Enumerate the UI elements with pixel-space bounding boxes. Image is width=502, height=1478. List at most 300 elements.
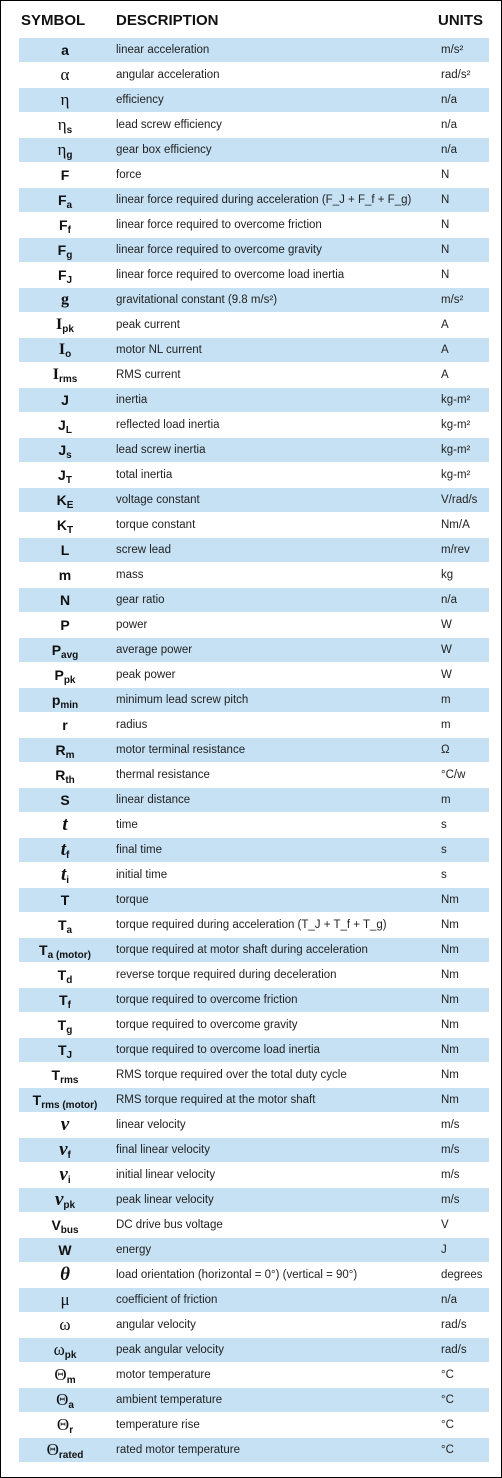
table-row [19, 788, 489, 813]
row-description: energy [116, 1244, 152, 1256]
row-symbol [19, 38, 111, 62]
symbol-subscript: a [66, 200, 73, 211]
row-units: °C [441, 1444, 454, 1456]
row-units: s [441, 869, 447, 881]
row-description: lead screw efficiency [116, 119, 222, 131]
row-description: linear acceleration [116, 44, 210, 56]
row-units: m [441, 719, 451, 731]
row-symbol [19, 413, 111, 437]
row-symbol [19, 1363, 111, 1387]
table-row [19, 738, 489, 763]
table-row [19, 313, 489, 338]
row-symbol [19, 1038, 111, 1062]
symbol-subscript: pk [62, 324, 74, 335]
table-row [19, 88, 489, 113]
row-units: n/a [441, 1294, 457, 1306]
symbol-subscript: i [67, 1175, 71, 1186]
table-row [19, 1438, 489, 1463]
row-units: °C [441, 1394, 454, 1406]
table-row [19, 63, 489, 88]
row-units: m/s [441, 1194, 460, 1206]
table-row [19, 838, 489, 863]
symbol-subscript: pk [63, 1200, 76, 1211]
row-symbol [19, 1438, 111, 1462]
table-row [19, 38, 489, 63]
symbol-main: Θ [54, 1365, 67, 1384]
table-row [19, 1063, 489, 1088]
row-units: m/s² [441, 294, 464, 306]
table-row [19, 213, 489, 238]
row-description: motor NL current [116, 344, 202, 356]
row-units: m/s² [441, 44, 464, 56]
row-units: m/rev [441, 544, 470, 556]
row-units: s [441, 819, 447, 831]
symbol-subscript: a (motor) [47, 950, 91, 961]
symbol-subscript: E [66, 500, 74, 511]
row-description: initial linear velocity [116, 1169, 216, 1181]
table-row [19, 1138, 489, 1163]
symbol-main: ω [53, 1340, 65, 1359]
symbol-main: g [61, 291, 69, 308]
row-description: motor terminal resistance [116, 744, 246, 756]
symbol-subscript: T [67, 525, 74, 536]
row-description: linear velocity [116, 1119, 186, 1131]
symbol-main: θ [60, 1264, 70, 1285]
row-units: Nm [441, 919, 459, 931]
symbol-main: I [58, 341, 66, 358]
table-row [19, 588, 489, 613]
table-row [19, 1213, 489, 1238]
symbol-subscript: a [68, 1400, 74, 1411]
row-units: W [441, 644, 452, 656]
row-symbol [19, 888, 111, 912]
row-description: torque required to overcome load inertia [116, 1044, 320, 1056]
symbol-main: Θ [46, 1440, 59, 1459]
row-units: kg-m² [441, 394, 471, 406]
row-symbol [19, 138, 111, 162]
row-units: m [441, 794, 451, 806]
row-units: Nm [441, 969, 459, 981]
row-description: inertia [116, 394, 148, 406]
row-symbol [19, 213, 111, 237]
row-description: linear force required to overcome friction [116, 219, 322, 231]
row-symbol [19, 163, 111, 187]
row-description: coefficient of friction [116, 1294, 218, 1306]
row-units: n/a [441, 144, 457, 156]
symbol-main: V [51, 1217, 61, 1233]
symbol-main: I [56, 316, 63, 333]
table-row [19, 1163, 489, 1188]
symbol-subscript: avg [61, 650, 79, 661]
row-symbol [19, 1313, 111, 1337]
symbol-subscript: s [66, 450, 72, 461]
symbol-subscript: rms (motor) [41, 1100, 98, 1111]
row-symbol [19, 988, 111, 1012]
row-description: linear force required to overcome gravity [116, 244, 322, 256]
row-description: torque required during acceleration (T_J + T_f + T_g) [116, 919, 387, 931]
symbol-subscript: o [65, 349, 72, 360]
row-units: s [441, 844, 447, 856]
symbol-subscript: g [66, 250, 73, 261]
row-units: V [441, 1219, 449, 1231]
symbol-subscript: pk [63, 675, 76, 686]
table-row [19, 688, 489, 713]
row-symbol [19, 388, 111, 412]
row-symbol [19, 238, 111, 262]
symbol-subscript: f [67, 1150, 71, 1161]
row-description: angular acceleration [116, 69, 220, 81]
table-header [1, 1, 501, 39]
row-units: W [441, 619, 452, 631]
row-symbol [19, 613, 111, 637]
row-symbol [19, 788, 111, 812]
symbol-subscript: d [66, 975, 73, 986]
row-units: rad/s [441, 1344, 467, 1356]
row-units: Nm [441, 944, 459, 956]
symbol-main: v [60, 1114, 70, 1135]
symbol-main: t [62, 814, 68, 835]
row-symbol [19, 713, 111, 737]
symbol-main: Θ [56, 1390, 69, 1409]
row-symbol [19, 113, 111, 137]
table-row [19, 988, 489, 1013]
symbol-main: r [62, 717, 68, 733]
row-description: efficiency [116, 94, 164, 106]
row-units: N [441, 219, 450, 231]
row-description: reflected load inertia [116, 419, 220, 431]
symbol-main: K [56, 517, 67, 533]
symbol-subscript: m [65, 750, 75, 761]
row-symbol [19, 463, 111, 487]
row-units: kg [441, 569, 454, 581]
row-units: N [441, 269, 450, 281]
table-row [19, 263, 489, 288]
table-row [19, 1388, 489, 1413]
symbol-main: T [32, 1092, 42, 1108]
row-description: radius [116, 719, 148, 731]
symbol-main: T [60, 892, 70, 908]
row-symbol [19, 563, 111, 587]
row-symbol [19, 1013, 111, 1037]
symbol-main: I [52, 366, 59, 383]
row-symbol [19, 913, 111, 937]
symbol-main: K [56, 492, 67, 508]
row-symbol [19, 1113, 111, 1137]
row-units: J [441, 1244, 447, 1256]
symbol-main: W [58, 1242, 72, 1258]
row-symbol [19, 1138, 111, 1162]
symbol-subscript: g [66, 150, 73, 161]
table-row [19, 713, 489, 738]
row-units: n/a [441, 119, 457, 131]
symbol-subscript: f [67, 1000, 71, 1011]
row-units: A [441, 369, 449, 381]
row-description: torque constant [116, 519, 196, 531]
row-description: torque required at motor shaft during acceleration [116, 944, 368, 956]
symbol-subscript: i [66, 875, 70, 886]
row-description: peak angular velocity [116, 1344, 225, 1356]
table-row [19, 1113, 489, 1138]
symbol-subscript: f [65, 850, 70, 861]
table-row [19, 538, 489, 563]
row-symbol [19, 1163, 111, 1187]
table-row [19, 1038, 489, 1063]
row-description: final linear velocity [116, 1144, 210, 1156]
row-symbol [19, 863, 111, 887]
table-row [19, 513, 489, 538]
row-symbol [19, 1388, 111, 1412]
row-description: thermal resistance [116, 769, 210, 781]
symbol-main: R [55, 742, 66, 758]
symbol-main: T [57, 1017, 67, 1033]
row-symbol [19, 813, 111, 837]
row-description: peak linear velocity [116, 1194, 214, 1206]
row-description: time [116, 819, 138, 831]
row-units: n/a [441, 594, 457, 606]
row-symbol [19, 288, 111, 312]
row-symbol [19, 63, 111, 87]
row-description: linear force required to overcome load inertia [116, 269, 345, 281]
table-row [19, 1263, 489, 1288]
header-description: DESCRIPTION [116, 12, 219, 29]
row-symbol [19, 1238, 111, 1262]
row-description: motor temperature [116, 1369, 211, 1381]
row-description: DC drive bus voltage [116, 1219, 223, 1231]
row-description: gravitational constant (9.8 m/s²) [116, 294, 278, 306]
row-units: Nm [441, 1019, 459, 1031]
row-units: Nm/A [441, 519, 470, 531]
table-row [19, 563, 489, 588]
symbol-main: P [60, 617, 70, 633]
row-units: Nm [441, 1094, 459, 1106]
symbol-main: v [54, 1189, 64, 1210]
symbol-subscript: bus [60, 1225, 79, 1236]
row-units: Nm [441, 894, 459, 906]
row-symbol [19, 738, 111, 762]
symbol-main: a [61, 42, 69, 58]
symbol-subscript: f [67, 225, 71, 236]
row-description: linear force required during acceleration (F_J + F_f + F_g) [116, 194, 412, 206]
table-row [19, 863, 489, 888]
table-row [19, 113, 489, 138]
table-row [19, 1313, 489, 1338]
table-row [19, 1288, 489, 1313]
row-units: N [441, 169, 450, 181]
row-symbol [19, 963, 111, 987]
table-row [19, 188, 489, 213]
row-units: m/s [441, 1119, 460, 1131]
row-units: kg-m² [441, 444, 471, 456]
symbol-main: m [58, 567, 72, 583]
row-symbol [19, 688, 111, 712]
table-row [19, 1338, 489, 1363]
table-row [19, 613, 489, 638]
symbol-main: J [58, 442, 67, 458]
row-units: A [441, 344, 449, 356]
symbol-main: T [57, 967, 67, 983]
symbol-main: Θ [56, 1415, 70, 1434]
table-row [19, 438, 489, 463]
row-description: angular velocity [116, 1319, 196, 1331]
row-symbol [19, 763, 111, 787]
table-row [19, 163, 489, 188]
symbol-subscript: L [65, 425, 72, 436]
symbol-main: J [58, 467, 66, 483]
row-description: average power [116, 644, 193, 656]
row-description: rated motor temperature [116, 1444, 241, 1456]
row-symbol [19, 438, 111, 462]
symbol-table [19, 38, 489, 1463]
row-description: torque [116, 894, 149, 906]
row-description: torque required to overcome gravity [116, 1019, 298, 1031]
row-symbol [19, 1063, 111, 1087]
symbol-subscript: m [66, 1375, 76, 1386]
row-units: °C/w [441, 769, 466, 781]
row-symbol [19, 938, 111, 962]
row-description: mass [116, 569, 144, 581]
row-description: force [116, 169, 142, 181]
symbol-main: F [57, 242, 67, 258]
table-row [19, 813, 489, 838]
table-row [19, 1238, 489, 1263]
row-units: degrees [441, 1269, 483, 1281]
row-units: kg-m² [441, 419, 471, 431]
symbol-main: T [51, 1067, 61, 1083]
table-row [19, 1413, 489, 1438]
row-description: RMS torque required at the motor shaft [116, 1094, 316, 1106]
row-symbol [19, 1213, 111, 1237]
table-row [19, 363, 489, 388]
row-symbol [19, 513, 111, 537]
row-units: °C [441, 1419, 454, 1431]
symbol-subscript: g [66, 1025, 73, 1036]
row-symbol [19, 1188, 111, 1212]
row-symbol [19, 188, 111, 212]
symbol-main: T [59, 992, 68, 1008]
symbol-main: F [59, 217, 68, 233]
row-description: lead screw inertia [116, 444, 206, 456]
row-description: RMS torque required over the total duty cycle [116, 1069, 347, 1081]
table-row [19, 1363, 489, 1388]
symbol-main: F [60, 167, 70, 183]
symbol-main: η [57, 115, 67, 134]
row-units: Ω [441, 744, 450, 756]
row-units: °C [441, 1369, 454, 1381]
row-symbol [19, 838, 111, 862]
row-symbol [19, 263, 111, 287]
row-symbol [19, 638, 111, 662]
row-symbol [19, 313, 111, 337]
symbol-subscript: r [69, 1425, 74, 1436]
row-symbol [19, 338, 111, 362]
row-symbol [19, 1288, 111, 1312]
symbol-main: t [60, 839, 66, 860]
row-description: linear distance [116, 794, 191, 806]
symbol-main: η [60, 90, 70, 109]
row-description: peak current [116, 319, 180, 331]
row-units: n/a [441, 94, 457, 106]
row-description: initial time [116, 869, 168, 881]
row-units: N [441, 244, 450, 256]
symbol-main: v [59, 1139, 68, 1160]
row-symbol [19, 1338, 111, 1362]
symbol-subscript: min [60, 700, 79, 711]
table-row [19, 338, 489, 363]
row-description: voltage constant [116, 494, 200, 506]
symbol-subscript: pk [64, 1350, 77, 1361]
symbol-main: L [60, 542, 70, 558]
symbol-subscript: J [66, 1050, 73, 1061]
row-symbol [19, 538, 111, 562]
table-row [19, 638, 489, 663]
table-row [19, 1088, 489, 1113]
row-description: peak power [116, 669, 176, 681]
symbol-main: J [58, 417, 66, 433]
table-row [19, 888, 489, 913]
table-row [19, 288, 489, 313]
row-description: gear ratio [116, 594, 165, 606]
table-row [19, 388, 489, 413]
row-symbol [19, 1413, 111, 1437]
row-units: kg-m² [441, 469, 471, 481]
row-units: m/s [441, 1169, 460, 1181]
row-symbol [19, 1263, 111, 1287]
symbol-main: J [61, 392, 69, 408]
table-row [19, 138, 489, 163]
row-description: gear box efficiency [116, 144, 212, 156]
header-symbol: SYMBOL [21, 12, 86, 29]
symbol-main: R [55, 767, 66, 783]
row-description: minimum lead screw pitch [116, 694, 249, 706]
symbol-main: t [60, 864, 67, 885]
table-row [19, 1013, 489, 1038]
row-description: temperature rise [116, 1419, 200, 1431]
symbol-main: P [54, 667, 64, 683]
row-units: W [441, 669, 452, 681]
row-description: screw lead [116, 544, 171, 556]
symbol-main: F [57, 192, 67, 208]
symbol-subscript: J [66, 275, 73, 286]
table-row [19, 488, 489, 513]
row-symbol [19, 88, 111, 112]
row-units: rad/s [441, 1319, 467, 1331]
table-row [19, 963, 489, 988]
row-description: reverse torque required during deceleration [116, 969, 337, 981]
table-row [19, 913, 489, 938]
symbol-subscript: rated [58, 1450, 84, 1461]
row-units: m [441, 694, 451, 706]
row-symbol [19, 663, 111, 687]
row-symbol [19, 488, 111, 512]
table-row [19, 413, 489, 438]
symbol-main: N [59, 592, 71, 608]
symbol-main: P [51, 642, 62, 658]
row-description: torque required to overcome friction [116, 994, 298, 1006]
row-description: total inertia [116, 469, 173, 481]
symbol-main: T [57, 1042, 67, 1058]
table-row [19, 463, 489, 488]
row-units: N [441, 194, 450, 206]
row-description: RMS current [116, 369, 181, 381]
symbol-main: p [51, 692, 61, 708]
table-row [19, 238, 489, 263]
table-row [19, 663, 489, 688]
row-symbol [19, 1088, 111, 1112]
symbol-subscript: T [65, 475, 72, 486]
row-description: final time [116, 844, 163, 856]
symbol-main: μ [60, 1290, 70, 1309]
symbol-subscript: s [66, 125, 73, 136]
